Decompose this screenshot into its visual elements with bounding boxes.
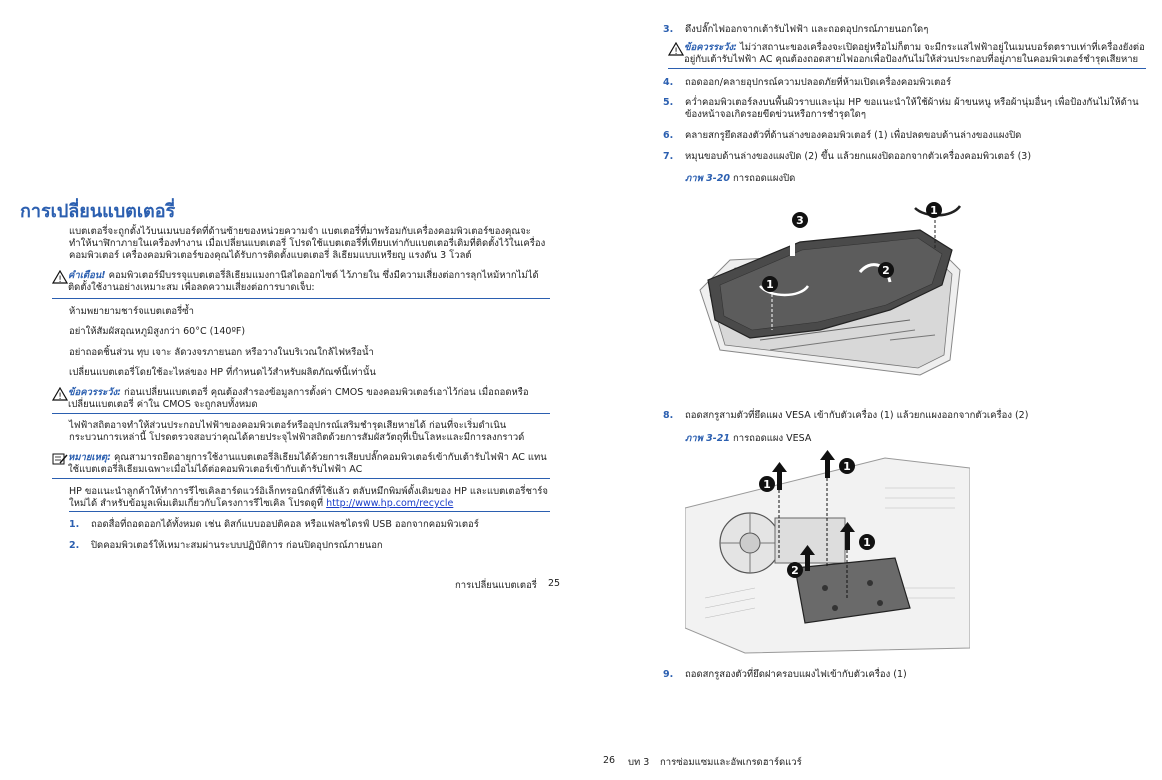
note-text: คุณสามารถยืดอายุการใช้งานแบตเตอรี่ลิเธียมได้ด้วยการเสียบปลั๊กคอมพิวเตอร์เข้ากับเต้ารับไฟฟ้า AC แทนใช้แบตเตอรี่ลิเธียมเฉพาะเมื่อไม่ได้ต่อคอมพิวเตอร์เข้ากับเต้ารับไฟฟ้า AC bbox=[68, 452, 547, 475]
static-paragraph: ไฟฟ้าสถิตอาจทำให้ส่วนประกอบไฟฟ้าของคอมพิวเตอร์หรืออุปกรณ์เสริมชำรุดเสียหายได้ ก่อนที่จะเริ่มดำเนินกระบวนการเหล่านี้ โปรดตรวจสอบว่าคุณได้คายประจุไฟฟ้าสถิตด้วยการสัมผัสวัตถุที่เป็นโลหะและมีการลงกราวด์ bbox=[69, 420, 525, 443]
warning-icon bbox=[668, 42, 684, 56]
vesa-panel-removal-illustration bbox=[685, 448, 970, 658]
figure-title: การถอดแผงปิด bbox=[732, 173, 796, 184]
caution-text: ก่อนเปลี่ยนแบตเตอรี่ คุณต้องสำรองข้อมูลการตั้งค่า CMOS ของคอมพิวเตอร์เอาไว้ก่อน เมื่อถอดหรือเปลี่ยนแบตเตอรี่ ค่าใน CMOS จะถูกลบทั้งหมด bbox=[68, 387, 529, 410]
caution-box bbox=[668, 42, 1146, 69]
note-pencil-icon bbox=[52, 452, 68, 466]
warning-text: คอมพิวเตอร์มีบรรจุแบตเตอรี่ลิเธียมแมงกานีสไดออกไซด์ ไว้ภายใน ซึ่งมีความเสี่ยงต่อการลุกไหม้หากไม่ได้ติดตั้งใช้งานอย่างเหมาะสม เพื่อลดความเสี่ยงต่อการบาดเจ็บ: bbox=[68, 270, 539, 293]
warning-label: คำเตือน! bbox=[68, 270, 106, 281]
right-page bbox=[582, 0, 1162, 780]
step-text: ถอดออก/คลายอุปกรณ์ความปลอดภัยที่ห้ามเปิดเครื่องคอมพิวเตอร์ bbox=[685, 77, 952, 88]
recycle-link[interactable]: http://www.hp.com/recycle bbox=[326, 498, 454, 509]
svg-text:1: 1 bbox=[766, 278, 774, 291]
footer-title: การเปลี่ยนแบตเตอรี่ bbox=[455, 580, 537, 591]
step-text: ปิดคอมพิวเตอร์ให้เหมาะสมผ่านระบบปฏิบัติการ ก่อนปิดอุปกรณ์ภายนอก bbox=[91, 540, 383, 551]
section-title: การเปลี่ยนแบตเตอรี่ bbox=[20, 201, 176, 222]
svg-text:3: 3 bbox=[796, 214, 804, 227]
svg-text:!: ! bbox=[674, 47, 678, 56]
caution-label: ข้อควรระวัง: bbox=[68, 387, 121, 398]
callout-1 bbox=[759, 476, 775, 492]
page-number: 25 bbox=[548, 578, 561, 589]
step-text: ถอดสกรูสองตัวที่ยึดฝาครอบแผงไฟเข้ากับตัวเครื่อง (1) bbox=[685, 669, 907, 680]
step-number: 3. bbox=[663, 24, 674, 35]
warning-item: เปลี่ยนแบตเตอรี่โดยใช้อะไหล่ของ HP ที่กำหนดไว้สำหรับผลิตภัณฑ์นี้เท่านั้น bbox=[69, 367, 376, 378]
caution-box bbox=[52, 387, 550, 414]
step-number: 7. bbox=[663, 151, 674, 162]
warning-icon bbox=[52, 387, 68, 401]
step-number: 9. bbox=[663, 669, 674, 680]
warning-item: ห้ามพยายามชาร์จแบตเตอรี่ซ้ำ bbox=[69, 306, 194, 317]
svg-text:1: 1 bbox=[763, 478, 771, 491]
step-text: คว่ำคอมพิวเตอร์ลงบนพื้นผิวราบและนุ่ม HP ขอแนะนำให้ใช้ผ้าห่ม ผ้าขนหนู หรือผ้านุ่มอื่นๆ เพื่อป้องกันไม่ให้ด้านข้องหน้าจอเกิดรอยขีดข่วนหรือการชำรุดใดๆ bbox=[685, 97, 1139, 120]
svg-text:1: 1 bbox=[930, 204, 938, 217]
callout-1 bbox=[762, 276, 778, 292]
figure-caption bbox=[685, 171, 795, 186]
figure-label: ภาพ 3-21 bbox=[685, 433, 730, 444]
callout-2 bbox=[878, 262, 894, 278]
caution-label: ข้อควรระวัง: bbox=[684, 42, 737, 53]
svg-text:2: 2 bbox=[791, 564, 799, 577]
rear-cover-removal-illustration bbox=[690, 190, 970, 380]
footer-chapter: บท 3 bbox=[628, 757, 650, 768]
warning-box bbox=[52, 270, 550, 299]
warning-item: อย่าถอดชิ้นส่วน ทุบ เจาะ ลัดวงจรภายนอก หรือวางในบริเวณใกล้ไฟหรือน้ำ bbox=[69, 347, 374, 358]
page-number: 26 bbox=[603, 755, 616, 766]
step-number: 5. bbox=[663, 97, 674, 108]
callout-2 bbox=[787, 562, 803, 578]
step-number: 8. bbox=[663, 410, 674, 421]
footer-title: การซ่อมแซมและอัพเกรดฮาร์ดแวร์ bbox=[660, 757, 802, 768]
warning-icon bbox=[52, 270, 68, 284]
step-text: ดึงปลั๊กไฟออกจากเต้ารับไฟฟ้า และถอดอุปกรณ์ภายนอกใดๆ bbox=[685, 24, 929, 35]
step-text: ถอดสื่อที่ถอดออกได้ทั้งหมด เช่น ดิสก์แบบออปติคอล หรือแฟลชไดรฟ์ USB ออกจากคอมพิวเตอร์ bbox=[91, 519, 479, 530]
step-number: 2. bbox=[69, 540, 80, 551]
callout-3 bbox=[792, 212, 808, 228]
callout-1 bbox=[839, 458, 855, 474]
step-text: ถอดสกรูสามตัวที่ยึดแผง VESA เข้ากับตัวเครื่อง (1) แล้วยกแผงออกจากตัวเครื่อง (2) bbox=[685, 410, 1029, 421]
intro-paragraph: แบตเตอรี่จะถูกตั้งไว้บนเมนบอร์ดที่ด้านซ้ายของหน่วยความจำ แบตเตอรี่ที่มาพร้อมกับเครื่องคอมพิวเตอร์ของคุณจะทำให้นาฬิกาภายในเครื่องทำงาน เมื่อเปลี่ยนแบตเตอรี่ โปรดใช้แบตเตอรี่ที่เทียบเท่ากับแบตเตอรี่เดิมที่ติดตั้งไว้ในเครื่องคอมพิวเตอร์ เครื่องคอมพิวเตอร์ของคุณได้รับการติดตั้งแบตเตอรี่ ลิเธียมแบบเหรียญ แรงดัน 3 โวลต์ bbox=[69, 226, 546, 261]
svg-text:2: 2 bbox=[882, 264, 890, 277]
warning-item: อย่าให้สัมผัสอุณหภูมิสูงกว่า 60°C (140ºF) bbox=[69, 326, 246, 337]
figure-label: ภาพ 3-20 bbox=[685, 173, 730, 184]
left-page bbox=[0, 0, 580, 780]
callout-1 bbox=[859, 534, 875, 550]
svg-text:!: ! bbox=[58, 275, 62, 284]
figure-caption bbox=[685, 431, 811, 446]
step-number: 4. bbox=[663, 77, 674, 88]
step-number: 1. bbox=[69, 519, 80, 530]
step-text: หมุนขอบด้านล่างของแผงปิด (2) ขึ้น แล้วยกแผงปิดออกจากตัวเครื่องคอมพิวเตอร์ (3) bbox=[685, 151, 1032, 162]
step-text: คลายสกรูยึดสองตัวที่ด้านล่างของคอมพิวเตอร์ (1) เพื่อปลดขอบด้านล่างของแผงปิด bbox=[685, 130, 1022, 141]
note-label: หมายเหตุ: bbox=[68, 452, 111, 463]
note-box bbox=[52, 452, 550, 479]
step-number: 6. bbox=[663, 130, 674, 141]
recycle-text: HP ขอแนะนำลูกค้าให้ทำการรีไซเคิลฮาร์ดแวร์อิเล็กทรอนิกส์ที่ใช้แล้ว ตลับหมึกพิมพ์ดั้งเดิมของ HP และแบตเตอรี่ชาร์จใหม่ได้ สำหรับข้อมูลเพิ่มเติมเกี่ยวกับโครงการรีไซเคิล โปรดดูที่ bbox=[69, 486, 548, 509]
svg-text:1: 1 bbox=[843, 460, 851, 473]
caution-text: ไม่ว่าสถานะของเครื่องจะเปิดอยู่หรือไม่ก็ตาม จะมีกระแสไฟฟ้าอยู่ในเมนบอร์ดตราบเท่าที่เครื่องยังต่ออยู่กับเต้ารับไฟฟ้า AC คุณต้องถอดสายไฟออกเพื่อป้องกันไม่ให้ส่วนประกอบที่อยู่ภายในคอมพิวเตอร์ชำรุดเสียหาย bbox=[684, 42, 1145, 65]
recycle-paragraph bbox=[69, 486, 550, 512]
svg-text:1: 1 bbox=[863, 536, 871, 549]
figure-title: การถอดแผง VESA bbox=[732, 433, 812, 444]
svg-text:!: ! bbox=[58, 392, 62, 401]
callout-1 bbox=[926, 202, 942, 218]
